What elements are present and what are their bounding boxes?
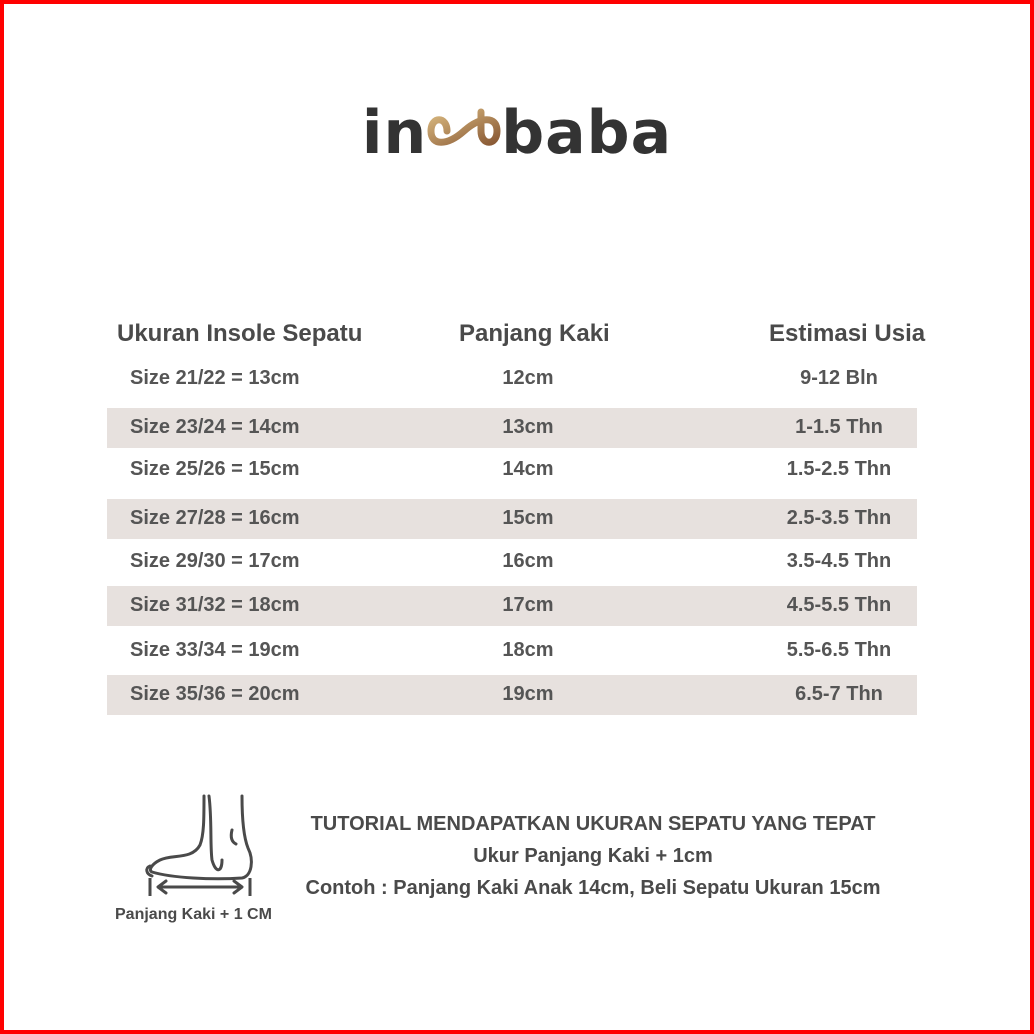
cell-age: 6.5-7 Thn	[795, 683, 883, 705]
cell-size: Size 29/30 = 17cm	[130, 550, 300, 572]
table-row	[107, 675, 917, 715]
cell-age: 4.5-5.5 Thn	[786, 594, 892, 616]
cell-foot-length: 17cm	[502, 594, 554, 616]
cell-foot-length: 19cm	[502, 683, 554, 705]
cell-size: Size 25/26 = 15cm	[130, 458, 300, 480]
table-row	[107, 359, 917, 399]
brand-name-right: baba	[501, 98, 673, 168]
table-row	[107, 408, 917, 448]
foot-caption: Panjang Kaki + 1 CM	[115, 906, 272, 923]
cell-foot-length: 12cm	[502, 367, 554, 389]
tutorial-section	[286, 808, 900, 904]
tutorial-line-2: Contoh : Panjang Kaki Anak 14cm, Beli Sepatu Ukuran 15cm	[305, 877, 881, 899]
table-row	[107, 586, 917, 626]
tutorial-title: TUTORIAL MENDAPATKAN UKURAN SEPATU YANG TEPAT	[310, 813, 876, 835]
cell-size: Size 35/36 = 20cm	[130, 683, 300, 705]
cell-size: Size 27/28 = 16cm	[130, 507, 300, 529]
header-insole-size: Ukuran Insole Sepatu	[117, 320, 363, 347]
header-age-estimate: Estimasi Usia	[769, 320, 926, 347]
cell-age: 3.5-4.5 Thn	[786, 550, 892, 572]
cell-foot-length: 14cm	[502, 458, 554, 480]
cell-size: Size 33/34 = 19cm	[130, 639, 300, 661]
cell-foot-length: 16cm	[502, 550, 554, 572]
cell-size: Size 31/32 = 18cm	[130, 594, 300, 616]
cell-age: 9-12 Bln	[800, 367, 878, 389]
table-row	[107, 499, 917, 539]
cell-age: 5.5-6.5 Thn	[786, 639, 892, 661]
table-row	[107, 450, 917, 490]
brand-logo	[0, 98, 1034, 168]
table-row	[107, 631, 917, 671]
table-row	[107, 542, 917, 582]
tutorial-line-1: Ukur Panjang Kaki + 1cm	[473, 845, 713, 867]
cell-size: Size 23/24 = 14cm	[130, 416, 300, 438]
cell-size: Size 21/22 = 13cm	[130, 367, 300, 389]
cell-foot-length: 18cm	[502, 639, 554, 661]
infinity-logo-icon	[427, 108, 501, 159]
size-chart-table	[107, 312, 926, 705]
header-foot-length: Panjang Kaki	[459, 320, 610, 347]
cell-age: 1-1.5 Thn	[795, 416, 883, 438]
cell-age: 1.5-2.5 Thn	[786, 458, 892, 480]
cell-age: 2.5-3.5 Thn	[786, 507, 892, 529]
cell-foot-length: 13cm	[502, 416, 554, 438]
table-header	[107, 312, 926, 358]
cell-foot-length: 15cm	[502, 507, 554, 529]
brand-name-left: in	[361, 98, 428, 168]
